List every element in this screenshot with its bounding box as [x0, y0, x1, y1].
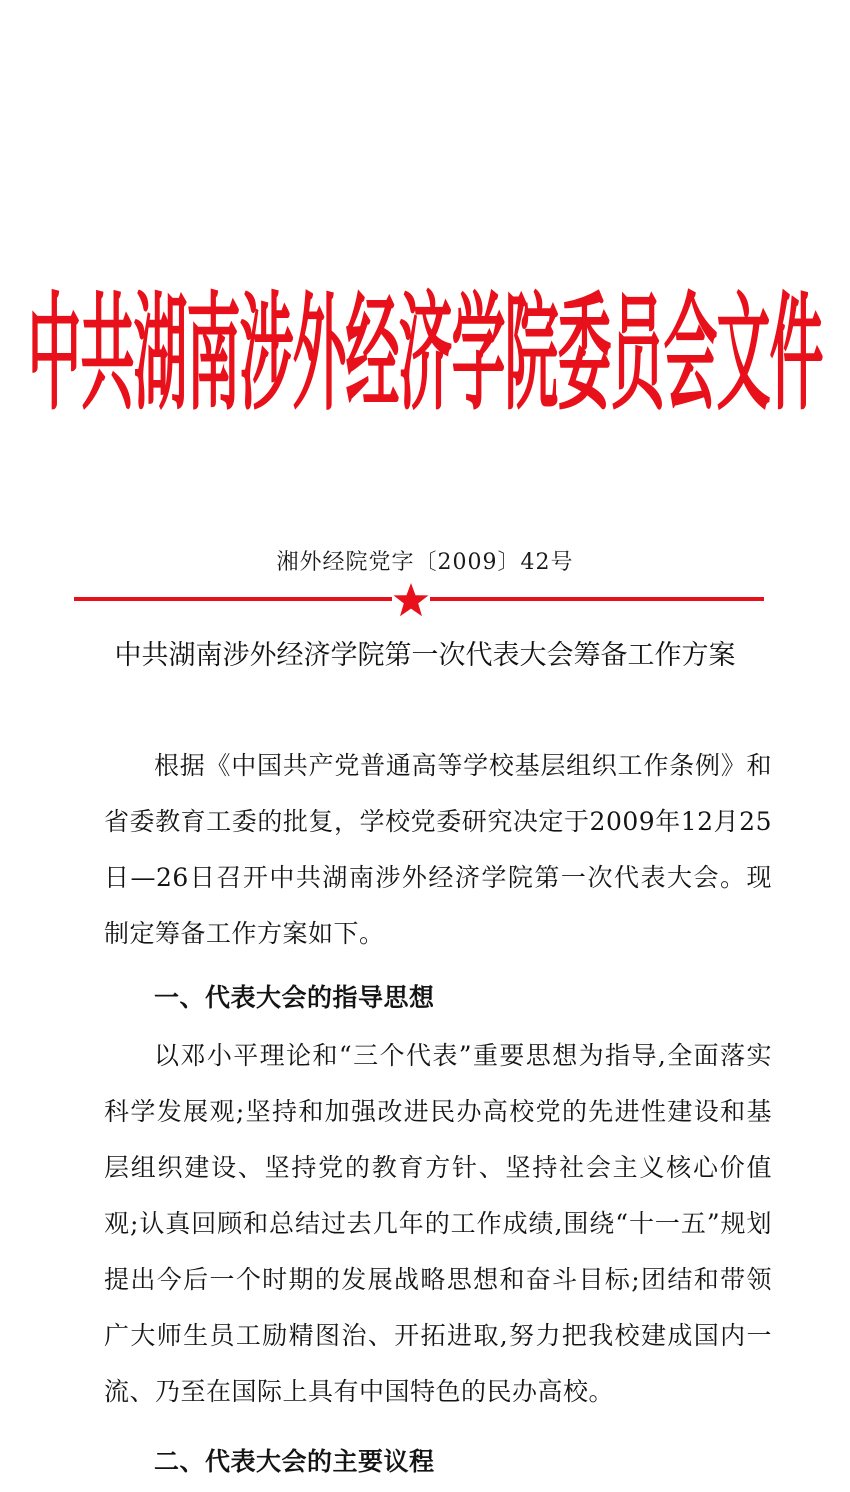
star-icon [392, 582, 430, 618]
section-heading-1: 一、代表大会的指导思想 [154, 983, 435, 1012]
masthead-title: 中共湖南涉外经济学院委员会文件 [27, 279, 823, 428]
red-divider [74, 582, 764, 618]
section-heading-2: 二、代表大会的主要议程 [154, 1447, 435, 1476]
section-paragraph-1: 以邓小平理论和“三个代表”重要思想为指导,全面落实科学发展观;坚持和加强改进民办高校党的先进性建设和基层组织建设、坚持党的教育方针、坚持社会主义核心价值观;认真回顾和总结过去几年的工作成绩,围绕“十一五”规划提出今后一个时期的发展战略思想和奋斗目标;团结和带领广大师生员工励精图治、开拓进取,努力把我校建成国内一流、乃至在国际上具有中国特色的民办高校。 [104, 1041, 772, 1406]
document-title: 中共湖南涉外经济学院第一次代表大会筹备工作方案 [114, 640, 736, 671]
divider-line-right [430, 597, 764, 601]
divider-line-left [74, 597, 392, 601]
document-body [104, 738, 772, 1492]
intro-paragraph: 根据《中国共产党普通高等学校基层组织工作条例》和省委教育工委的批复，学校党委研究决定于2009年12月25日—26日召开中共湖南涉外经济学院第一次代表大会。现制定筹备工作方案如下。 [104, 751, 772, 948]
document-number: 湘外经院党字〔2009〕42号 [276, 550, 574, 575]
masthead [0, 280, 850, 430]
